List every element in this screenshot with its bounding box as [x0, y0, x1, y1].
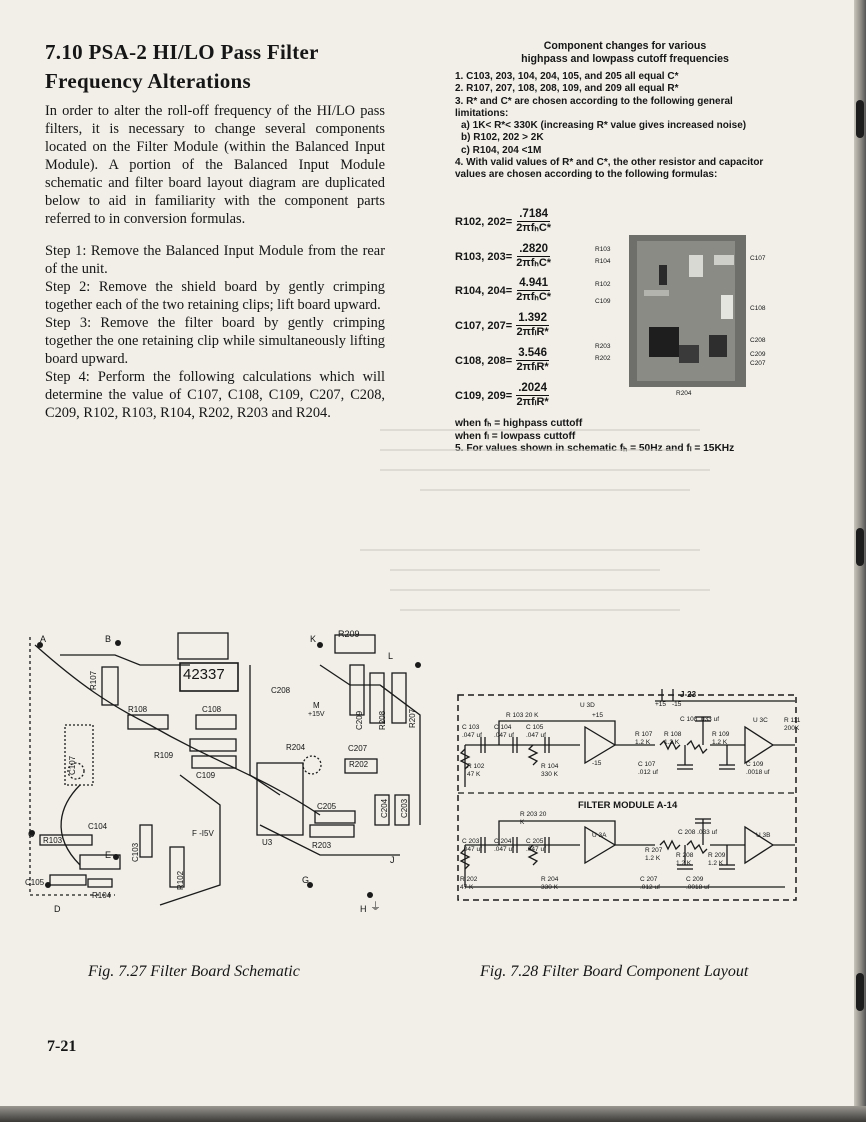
board-label-r107: R107 — [89, 670, 98, 690]
photo-label: C207 — [750, 360, 766, 367]
board-label-c203: C203 — [400, 798, 409, 818]
formula-numerator: .2024 — [518, 382, 547, 394]
board-label-u3: U3 — [262, 838, 273, 847]
label-r107: R 107 1.2 K — [635, 731, 653, 746]
formula-label: C107, 207= — [455, 319, 513, 332]
label-c105: C 105 .047 uf — [526, 724, 546, 739]
label-u3d-minus15: -15 — [592, 760, 602, 767]
rail-plus15: +15 — [655, 701, 667, 708]
photo-labels-left — [595, 245, 611, 363]
board-label-r204: R204 — [286, 743, 306, 752]
board-label-r104: R104 — [92, 891, 112, 900]
photo-label: C209 — [750, 351, 766, 358]
label-c109: C 109 .0018 uf — [746, 761, 770, 776]
board-label-g: G — [302, 875, 310, 885]
board-label-m: M — [313, 701, 320, 710]
intro-paragraph: In order to alter the roll-off frequency of the HI/LO pass filters, it is necessary to change several components located on the Filter Module (within the Balanced Input Module). A portion of the Balanced Input Module schematic and filter board layout diagram are duplicated below to aid in familiarity with the component parts referred to in conversion formulas. — [45, 103, 385, 227]
board-label-c205: C205 — [317, 802, 337, 811]
label-c203: C 203 .047 uf — [462, 838, 482, 853]
label-r207: R 207 1.2 K — [645, 847, 663, 862]
label-c205: C 205 .047 uf — [526, 838, 546, 853]
list-item: c) R104, 204 <1M — [461, 144, 542, 156]
photo-label: R203 — [595, 343, 611, 350]
section-title: 7.10 PSA-2 HI/LO Pass Filter — [45, 40, 319, 64]
board-label-c: C — [28, 829, 35, 839]
bleed-through-texture — [300, 410, 730, 655]
limitations-list — [455, 71, 800, 182]
formula-denominator: 2πfₗR* — [516, 396, 549, 408]
heading-line-2: highpass and lowpass cutoff frequencies — [521, 53, 729, 65]
board-label-r203: R203 — [312, 841, 332, 850]
board-label-r102: R102 — [176, 870, 185, 890]
board-label-r208: R208 — [378, 710, 387, 730]
board-label-c108: C108 — [202, 705, 222, 714]
board-label-r103: R103 — [43, 836, 63, 845]
board-label-e: E — [105, 850, 112, 860]
list-item: b) R102, 202 > 2K — [461, 132, 544, 144]
step-4: Step 4: Perform the following calculations which will determine the value of C107, C108, C109, C207, C208, C209, R102, R103, R104, R202, R203 and R204. — [45, 369, 385, 421]
body-text — [45, 102, 385, 422]
formula-denominator: 2πfₗR* — [516, 361, 549, 373]
photo-label: R202 — [595, 355, 611, 362]
formula-r103 — [455, 243, 551, 270]
photo-label-r204: R204 — [676, 390, 692, 397]
board-display-number: 42337 — [183, 666, 225, 683]
photo-label: C108 — [750, 305, 766, 312]
label-r103: R 103 20 K — [506, 712, 539, 719]
board-label-c104: C104 — [88, 822, 108, 831]
board-label-f-15v: F -I5V — [192, 829, 214, 838]
binder-hole — [856, 100, 864, 138]
filter-module-schematic — [455, 687, 800, 907]
photo-label: C107 — [750, 255, 766, 262]
formula-denominator: 2πfₕC* — [516, 291, 552, 303]
formula-denominator: 2πfₗR* — [516, 326, 549, 338]
formula-numerator: 4.941 — [519, 277, 549, 289]
label-c208: C 208 .033 uf — [678, 829, 718, 836]
board-label-j: J — [390, 855, 395, 865]
connector-j23: J-23 — [680, 690, 697, 699]
label-u3c: U 3C — [753, 717, 768, 724]
label-r209: R 209 1.2 K — [708, 852, 726, 867]
board-label-c204: C204 — [380, 798, 389, 818]
caption-filter-board-schematic: Fig. 7.27 Filter Board Schematic — [88, 963, 300, 980]
list-item: values are chosen according to the following formulas: — [455, 169, 718, 181]
board-label-h: H — [360, 904, 367, 914]
label-r203: R 203 20 K — [520, 811, 547, 826]
formula-numerator: 3.546 — [518, 347, 547, 359]
heading-line-1: Component changes for various — [543, 40, 707, 52]
formula-numerator: .7184 — [519, 208, 549, 220]
board-label-k: K — [310, 634, 317, 644]
page-bottom-shadow — [0, 1106, 866, 1122]
page-number: 7-21 — [47, 1038, 77, 1055]
label-u3d: U 3D — [580, 702, 595, 709]
board-label-d: D — [54, 904, 61, 914]
board-label-c103: C103 — [131, 842, 140, 862]
label-c209: C 209 .0018 uf — [686, 876, 710, 891]
label-r202: R 202 47 K — [460, 876, 478, 891]
photo-label: C208 — [750, 337, 766, 344]
formula-label: R104, 204= — [455, 284, 513, 297]
label-r102: R 102 47 K — [467, 763, 485, 778]
formula-c108 — [455, 347, 549, 374]
photo-texture — [629, 235, 746, 387]
caption-filter-board-layout: Fig. 7.28 Filter Board Component Layout — [480, 963, 749, 980]
board-label-c208: C208 — [271, 686, 291, 695]
photo-label: C109 — [595, 298, 611, 305]
label-r104: R 104 330 K — [541, 763, 559, 778]
board-label-c105: C105 — [25, 878, 45, 887]
label-c103: C 103 .047 uf — [462, 724, 482, 739]
filter-board-photo — [629, 235, 746, 387]
note-highpass: when fₕ = highpass cuttoff — [455, 418, 583, 429]
photo-label: R103 — [595, 246, 611, 253]
formula-r102 — [455, 208, 551, 235]
board-label-l: L — [388, 651, 394, 661]
formula-numerator: .2820 — [519, 243, 549, 255]
step-3: Step 3: Remove the filter board by gently crimping together the one retaining clip while simultaneously lifting board upward. — [45, 315, 385, 367]
board-label-r207: R207 — [408, 708, 417, 728]
label-r204: R 204 330 K — [541, 876, 559, 891]
board-label-r209: R209 — [338, 629, 360, 639]
binder-hole — [856, 528, 864, 566]
label-r108: R 108 1.2 K — [664, 731, 682, 746]
board-label-c207: C207 — [348, 744, 368, 753]
board-label-r108: R108 — [128, 705, 148, 714]
formula-denominator: 2πfₕC* — [516, 257, 552, 269]
binder-hole — [856, 973, 864, 1011]
board-label-r109: R109 — [154, 751, 174, 760]
step-1: Step 1: Remove the Balanced Input Module from the rear of the unit. — [45, 243, 385, 277]
list-item: 4. With valid values of R* and C*, the other resistor and capacitor — [455, 157, 764, 169]
filter-module-title: FILTER MODULE A-14 — [578, 800, 678, 811]
note-lowpass: when fₗ = lowpass cuttoff — [455, 430, 576, 442]
list-item: 3. R* and C* are chosen according to the following general — [455, 95, 733, 107]
board-label-c107: C107 — [68, 755, 77, 775]
photo-labels-right — [750, 254, 766, 368]
formula-c107 — [455, 312, 549, 339]
label-c207: C 207 .012 uf — [640, 876, 660, 891]
label-r111: R 111 200K — [784, 717, 801, 732]
formula-label: R102, 202= — [455, 215, 513, 228]
label-c107: C 107 .012 uf — [638, 761, 658, 776]
label-u3b: U 3B — [756, 832, 771, 839]
ground-icon: ⏚ — [370, 901, 381, 913]
label-r208: R 208 1.2 K — [676, 852, 694, 867]
formula-c109 — [455, 382, 549, 409]
formula-numerator: 1.392 — [518, 312, 547, 324]
photo-label: R104 — [595, 258, 611, 265]
step-2: Step 2: Remove the shield board by gently crimping together each of the two retaining clips; lift board upward. — [45, 279, 385, 313]
formula-r104 — [455, 277, 551, 304]
formula-denominator: 2πfₕC* — [516, 222, 552, 234]
formula-label: R103, 203= — [455, 250, 513, 263]
board-label-b: B — [105, 634, 112, 644]
list-item: limitations: — [455, 107, 509, 119]
label-c204: C 204 .047 uf — [494, 838, 514, 853]
board-layout-drawing — [20, 625, 440, 925]
section-subtitle: Frequency Alterations — [45, 69, 251, 93]
board-label-plus15v: +15V — [308, 711, 325, 718]
list-item: a) 1K< R*< 330K (increasing R* value gives increased noise) — [461, 120, 747, 132]
board-label-c109: C109 — [196, 771, 216, 780]
board-label-a: A — [40, 634, 47, 644]
bleed-lines — [300, 410, 720, 650]
note-schematic-values: 5. For values shown in schematic fₕ = 50Hz and fₗ = 15KHz — [455, 443, 735, 454]
formula-label: C109, 209= — [455, 389, 513, 402]
label-c108: C 108 .033 uf — [680, 716, 720, 723]
rail-minus15: -15 — [672, 701, 682, 708]
label-c104: C 104 .047 uf — [494, 724, 514, 739]
list-item: 1. C103, 203, 104, 204, 105, and 205 all equal C* — [455, 71, 679, 82]
label-r109: R 109 1.2 K — [712, 731, 730, 746]
board-label-r202: R202 — [349, 760, 369, 769]
label-u3d-plus15: +15 — [592, 712, 604, 719]
label-u3a: U 3A — [592, 832, 607, 839]
board-label-c209: C209 — [355, 710, 364, 730]
photo-label: R102 — [595, 281, 611, 288]
list-item: 2. R107, 207, 108, 208, 109, and 209 all equal R* — [455, 83, 679, 95]
formula-label: C108, 208= — [455, 354, 513, 367]
component-changes-heading — [475, 40, 775, 66]
